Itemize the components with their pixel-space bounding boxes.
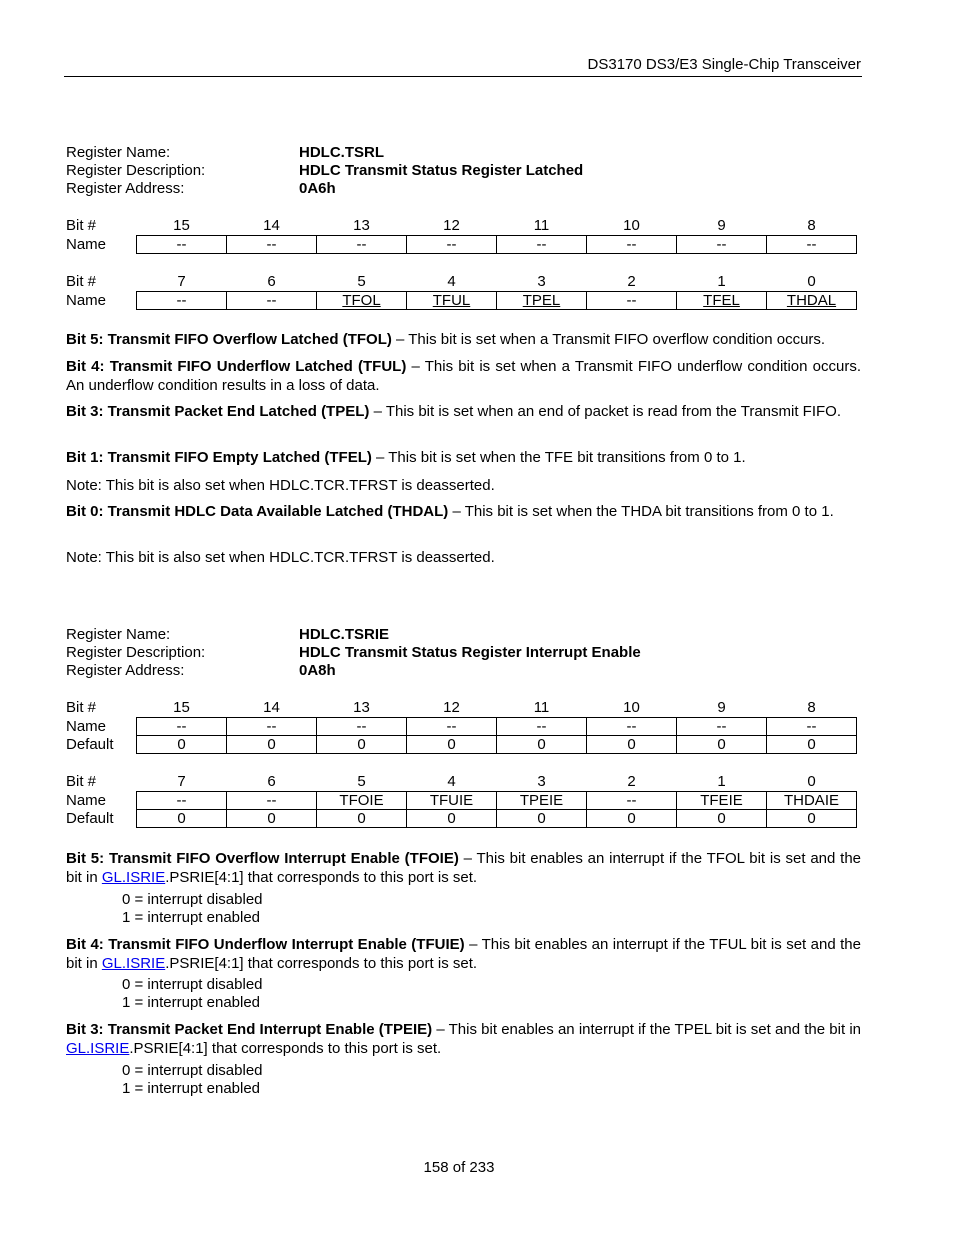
reg-name-label: Register Name:	[66, 144, 171, 161]
header-rule	[64, 76, 862, 77]
bit-number: 3	[537, 773, 546, 790]
bit-number: 12	[443, 699, 460, 716]
tsrl-note-1: Note: This bit is also set when HDLC.TCR.TFRST is deasserted.	[66, 477, 495, 494]
bit-default: 0	[407, 810, 497, 828]
bit-number: 9	[717, 699, 726, 716]
bit-label: Bit #	[66, 273, 97, 291]
reg-addr-value: 0A8h	[299, 662, 336, 679]
bit-heading: Bit 4: Transmit FIFO Underflow Interrupt Enable (TFUIE)	[66, 936, 465, 953]
bit-number: 1	[717, 773, 726, 790]
bit-heading: Bit 0: Transmit HDLC Data Available Latched (THDAL)	[66, 503, 449, 520]
bit-name: --	[137, 792, 227, 810]
reg-desc-value: HDLC Transmit Status Register Latched	[299, 162, 584, 179]
bit-name: --	[407, 236, 497, 254]
bit-label: Bit #	[66, 699, 97, 717]
bit-name: --	[137, 292, 227, 310]
default-label: Default	[66, 736, 114, 753]
bit-name: --	[497, 718, 587, 736]
bit-default: 0	[497, 810, 587, 828]
bit-text: .PSRIE[4:1] that corresponds to this port is set.	[129, 1039, 442, 1057]
reg-desc-label: Register Description:	[66, 644, 206, 661]
bit-name-tpeie: TPEIE	[497, 792, 587, 810]
register-info	[66, 144, 862, 200]
bit-text: – This bit enables an interrupt if the TFUL bit is set and the bit in	[66, 936, 861, 972]
bit-name: --	[677, 236, 767, 254]
bit-label: Bit #	[66, 217, 97, 235]
bit-number: 11	[533, 217, 550, 234]
bit-number: 13	[353, 699, 370, 716]
tsrl-bit3-desc	[66, 403, 861, 422]
bit-number: 5	[357, 273, 366, 290]
bit-name-tpel[interactable]: TPEL	[497, 292, 587, 310]
tsrl-note-2: Note: This bit is also set when HDLC.TCR.TFRST is deasserted.	[66, 549, 495, 566]
gl-isrie-link[interactable]: GL.ISRIE	[101, 954, 166, 972]
bit-number: 2	[627, 273, 636, 290]
bit-heading: Bit 5: Transmit FIFO Overflow Interrupt Enable (TFOIE)	[66, 850, 459, 867]
bit-number: 10	[623, 217, 640, 234]
bit-number: 4	[447, 773, 456, 790]
tsrie-bit4-desc	[66, 936, 861, 973]
bit-number: 9	[717, 217, 726, 234]
bit-number: 4	[447, 273, 456, 290]
bit-number: 14	[263, 217, 280, 234]
bit-number: 3	[537, 273, 546, 290]
bit-name: --	[227, 292, 317, 310]
bit-number: 5	[357, 773, 366, 790]
bit-default: 0	[137, 736, 227, 754]
bit-default: 0	[497, 736, 587, 754]
bit-name: --	[587, 292, 677, 310]
bit-name: --	[227, 792, 317, 810]
bit-number: 12	[443, 217, 460, 234]
tsrl-bit4-desc	[66, 358, 861, 395]
bit-name: --	[317, 236, 407, 254]
bit-default: 0	[317, 736, 407, 754]
bit-default: 0	[677, 736, 767, 754]
bit-number: 6	[267, 773, 276, 790]
bit-name: --	[767, 718, 857, 736]
bit-name: --	[497, 236, 587, 254]
bit-number: 8	[807, 217, 816, 234]
bit-table-lower	[66, 772, 857, 828]
bit-name: --	[227, 236, 317, 254]
bit-text: .PSRIE[4:1] that corresponds to this port is set.	[165, 868, 478, 886]
bit-name: --	[317, 718, 407, 736]
bit-name: --	[587, 792, 677, 810]
bit-default: 0	[227, 736, 317, 754]
name-label: Name	[66, 292, 107, 309]
register-info	[66, 626, 862, 682]
reg-desc-label: Register Description:	[66, 162, 206, 179]
option-enabled: 1 = interrupt enabled	[122, 1080, 261, 1097]
bit-name-tfel[interactable]: TFEL	[677, 292, 767, 310]
bit-default: 0	[767, 736, 857, 754]
gl-isrie-link[interactable]: GL.ISRIE	[66, 1039, 130, 1057]
bit-text: – This bit is set when a Transmit FIFO underflow condition occurs. An underflow condition results in a loss of data.	[66, 358, 861, 394]
bit-name-thdaie: THDAIE	[767, 792, 857, 810]
bit-name: --	[137, 236, 227, 254]
bit-number: 15	[173, 217, 190, 234]
bit-name-thdal[interactable]: THDAL	[767, 292, 857, 310]
bit-name: --	[677, 718, 767, 736]
option-disabled: 0 = interrupt disabled	[122, 1062, 263, 1079]
bit-number: 7	[177, 273, 186, 290]
option-disabled: 0 = interrupt disabled	[122, 891, 263, 908]
bit-default: 0	[407, 736, 497, 754]
bit-number: 14	[263, 699, 280, 716]
bit-default: 0	[317, 810, 407, 828]
bit-number: 10	[623, 699, 640, 716]
bit-number: 6	[267, 273, 276, 290]
reg-name-value: HDLC.TSRL	[299, 144, 384, 161]
bit-name-tfol[interactable]: TFOL	[317, 292, 407, 310]
bit-name-tful[interactable]: TFUL	[407, 292, 497, 310]
bit-default: 0	[227, 810, 317, 828]
bit-number: 2	[627, 773, 636, 790]
tsrie-bit3-desc	[66, 1021, 861, 1058]
bit-text: – This bit enables an interrupt if the TFOL bit is set and the bit in	[66, 850, 861, 886]
bit-text: – This bit is set when the TFE bit transitions from 0 to 1.	[371, 449, 746, 466]
bit-table-upper	[66, 698, 857, 754]
reg-addr-label: Register Address:	[66, 180, 185, 197]
bit-text: .PSRIE[4:1] that corresponds to this port is set.	[165, 954, 478, 972]
bit-heading: Bit 1: Transmit FIFO Empty Latched (TFEL)	[66, 449, 372, 466]
bit-heading: Bit 4: Transmit FIFO Underflow Latched (TFUL)	[66, 358, 407, 375]
bit-text: – This bit enables an interrupt if the TPEL bit is set and the bit in	[432, 1021, 862, 1038]
tsrie-bit5-desc	[66, 850, 861, 887]
register-hdlc-tsrie	[66, 626, 862, 828]
bit-name: --	[767, 236, 857, 254]
bit-name: --	[137, 718, 227, 736]
bit-text: – This bit is set when the THDA bit transitions from 0 to 1.	[448, 503, 834, 520]
bit-number: 0	[807, 273, 816, 290]
page-number: 158 of 233	[423, 1159, 495, 1176]
bit-number: 0	[807, 773, 816, 790]
bit-text: – This bit is set when an end of packet is read from the Transmit FIFO.	[369, 403, 841, 420]
gl-isrie-link[interactable]: GL.ISRIE	[101, 868, 166, 886]
bit-heading: Bit 3: Transmit Packet End Interrupt Enable (TPEIE)	[66, 1021, 433, 1038]
bit-name-tfoie: TFOIE	[317, 792, 407, 810]
name-label: Name	[66, 792, 107, 809]
bit-heading: Bit 3: Transmit Packet End Latched (TPEL)	[66, 403, 370, 420]
bit-number: 7	[177, 773, 186, 790]
document-header-title: DS3170 DS3/E3 Single-Chip Transceiver	[587, 56, 861, 73]
bit-name: --	[587, 236, 677, 254]
bit-table-lower	[66, 272, 857, 310]
bit-name: --	[407, 718, 497, 736]
bit-heading: Bit 5: Transmit FIFO Overflow Latched (TFOL)	[66, 331, 392, 348]
bit-default: 0	[137, 810, 227, 828]
bit-name-tfeie: TFEIE	[677, 792, 767, 810]
reg-desc-value: HDLC Transmit Status Register Interrupt Enable	[299, 644, 641, 661]
tsrl-bit1-desc	[66, 449, 861, 468]
reg-addr-value: 0A6h	[299, 180, 336, 197]
bit-number: 13	[353, 217, 370, 234]
bit-number: 8	[807, 699, 816, 716]
bit-label: Bit #	[66, 773, 97, 791]
bit-default: 0	[767, 810, 857, 828]
tsrl-bit0-desc	[66, 503, 861, 522]
bit-default: 0	[587, 736, 677, 754]
register-hdlc-tsrl	[66, 144, 862, 310]
name-label: Name	[66, 718, 107, 735]
reg-name-value: HDLC.TSRIE	[299, 626, 389, 643]
bit-number: 15	[173, 699, 190, 716]
reg-name-label: Register Name:	[66, 626, 171, 643]
tsrl-bit5-desc	[66, 331, 861, 350]
bit-number: 11	[533, 699, 550, 716]
default-label: Default	[66, 810, 114, 827]
bit-default: 0	[587, 810, 677, 828]
bit-number: 1	[717, 273, 726, 290]
bit-name: --	[227, 718, 317, 736]
bit-text: – This bit is set when a Transmit FIFO overflow condition occurs.	[391, 331, 826, 348]
bit-name-tfuie: TFUIE	[407, 792, 497, 810]
bit-default: 0	[677, 810, 767, 828]
option-disabled: 0 = interrupt disabled	[122, 976, 263, 993]
bit-table-upper	[66, 216, 857, 254]
option-enabled: 1 = interrupt enabled	[122, 909, 261, 926]
bit-name: --	[587, 718, 677, 736]
reg-addr-label: Register Address:	[66, 662, 185, 679]
option-enabled: 1 = interrupt enabled	[122, 994, 261, 1011]
name-label: Name	[66, 236, 107, 253]
